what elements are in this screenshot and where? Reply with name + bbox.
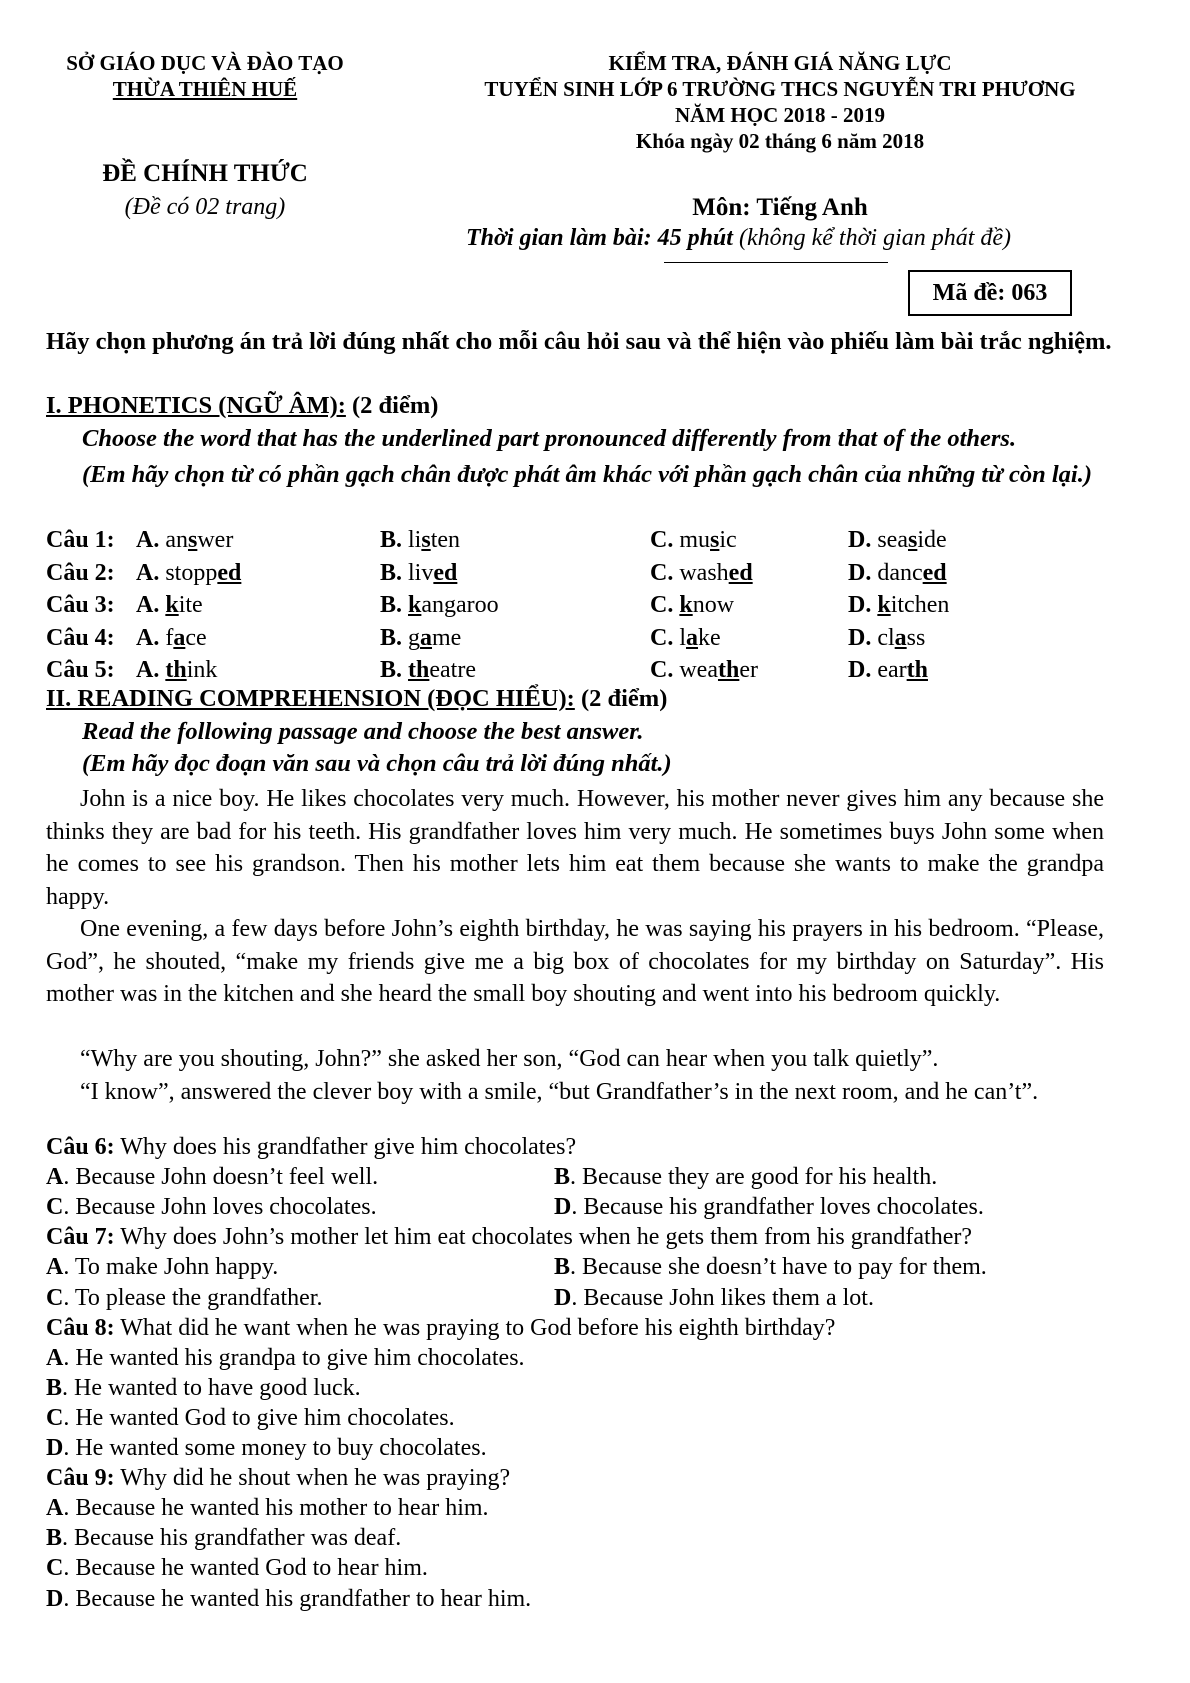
answer-option-b (554, 1164, 937, 1191)
option-letter: A. (136, 592, 160, 618)
word-part: angaroo (421, 592, 499, 618)
underlined-part: k (679, 592, 693, 618)
option-a (136, 557, 241, 589)
question-label: Câu 1: (46, 527, 115, 553)
underlined-part: ed (217, 559, 242, 586)
answer-option-b (46, 1525, 401, 1552)
option-letter: A. (136, 559, 160, 586)
option-text: . Because she doesn’t have to pay for them. (570, 1254, 987, 1281)
word-part: eatre (429, 657, 476, 683)
word-part: ide (917, 527, 947, 553)
word-part: g (408, 624, 421, 651)
underlined-part: k (408, 592, 422, 618)
option-letter: A (46, 1495, 64, 1522)
word-part: mu (679, 527, 711, 553)
section2-directive-en: Read the following passage and choose the best answer. (82, 718, 644, 745)
option-letter: B. (380, 624, 403, 651)
answer-option-c (46, 1285, 322, 1312)
question-label: Câu 8: (46, 1314, 115, 1341)
question-text: Why does John’s mother let him eat chocolates when he gets them from his grandfather? (120, 1224, 973, 1251)
option-letter: C. (650, 559, 674, 586)
underlined-part: ed (433, 559, 458, 586)
option-letter: A (46, 1164, 64, 1191)
option-text: . Because his grandfather loves chocolates. (571, 1194, 984, 1221)
option-letter: D. (848, 592, 872, 618)
option-text: . Because John doesn’t feel well. (63, 1164, 379, 1191)
option-b (380, 589, 499, 621)
option-letter: D. (848, 624, 872, 651)
question-label: Câu 7: (46, 1224, 115, 1251)
passage-paragraph-1 (46, 783, 1104, 913)
word-part: ear (877, 657, 907, 683)
option-d (848, 557, 947, 589)
option-text: . To make John happy. (63, 1254, 279, 1281)
question-label: Câu 6: (46, 1134, 115, 1160)
word-part: ss (906, 624, 926, 651)
option-letter: B. (380, 592, 403, 618)
option-text: . He wanted some money to buy chocolates. (63, 1435, 487, 1461)
option-letter: D (46, 1435, 64, 1461)
answer-option-d (554, 1285, 874, 1312)
word-part: wer (197, 527, 234, 553)
page-count-note: (Đề có 02 trang) (124, 194, 286, 220)
option-a (136, 589, 203, 621)
exam-subtitle: TUYỂN SINH LỚP 6 TRƯỜNG THCS NGUYỄN TRI PHƯƠNG (484, 77, 1076, 101)
section2-directive-vi: (Em hãy đọc đoạn văn sau và chọn câu trả lời đúng nhất.) (82, 750, 672, 777)
option-letter: C. (650, 624, 674, 651)
answer-option-c (46, 1194, 377, 1221)
underlined-part: s (710, 527, 720, 553)
option-letter: C (46, 1404, 64, 1431)
option-b (380, 524, 460, 556)
passage-paragraph-4-text: “I know”, answered the clever boy with a smile, “but Grandfather’s in the next room, and he can’t”. (80, 1079, 1039, 1105)
option-b (380, 622, 461, 654)
time-value: 45 phút (657, 225, 733, 251)
answer-option-b (46, 1375, 361, 1402)
underlined-part: th (717, 657, 740, 683)
question-label: Câu 3: (46, 592, 115, 618)
passage-paragraph-1-text: John is a nice boy. He likes chocolates very much. However, his mother never gives him any because she thinks they are bad for his teeth. His grandfather loves him very much. He sometimes buys John some when he comes to see his grandson. Then his mother lets him eat them because she wants to make the grandpa happy. (46, 786, 1104, 910)
option-letter: C. (650, 657, 674, 683)
option-c (650, 622, 721, 654)
option-letter: A (46, 1254, 64, 1281)
option-c (650, 589, 734, 621)
word-part: ink (186, 657, 218, 683)
underlined-part: ed (922, 559, 947, 586)
phonetics-row (46, 622, 1146, 654)
option-letter: A. (136, 624, 160, 651)
option-b (380, 557, 457, 589)
exam-date: Khóa ngày 02 tháng 6 năm 2018 (635, 129, 925, 153)
answer-option-a (46, 1254, 278, 1281)
option-text: . Because he wanted his mother to hear him. (63, 1495, 489, 1522)
time-label: Thời gian làm bài: (466, 225, 652, 251)
passage-paragraph-2 (46, 913, 1104, 1011)
option-text: . Because John loves chocolates. (63, 1194, 377, 1221)
underlined-part: th (165, 657, 187, 683)
question-8 (46, 1315, 835, 1342)
word-part: liv (408, 559, 434, 586)
option-text: . Because John likes them a lot. (571, 1284, 874, 1311)
option-d (848, 524, 947, 556)
word-part: ic (719, 527, 737, 553)
option-letter: A (46, 1344, 64, 1371)
option-letter: A. (136, 657, 160, 683)
answer-option-d (46, 1435, 487, 1462)
underlined-part: th (408, 657, 430, 683)
underlined-part: s (188, 527, 198, 553)
word-part: ke (698, 624, 721, 651)
province-name (40, 76, 370, 102)
option-text: . Because he wanted God to hear him. (63, 1555, 428, 1582)
phonetics-row (46, 654, 1146, 686)
word-part: now (692, 592, 735, 618)
option-text: . Because his grandfather was deaf. (62, 1525, 402, 1552)
word-part: ite (178, 592, 203, 618)
option-letter: B (554, 1254, 571, 1281)
exam-code-box: Mã đề: 063 (908, 270, 1072, 316)
underlined-part: a (173, 624, 186, 651)
option-letter: C (46, 1284, 64, 1311)
word-part: danc (877, 559, 923, 586)
underlined-part: ed (728, 559, 753, 586)
question-label: Câu 9: (46, 1465, 115, 1492)
option-letter: B (554, 1164, 571, 1191)
option-letter: D. (848, 559, 872, 586)
word-part: cl (877, 624, 895, 651)
word-part: stopp (165, 559, 218, 586)
answer-option-c (46, 1405, 455, 1432)
option-letter: B (46, 1525, 63, 1552)
answer-option-a (46, 1495, 489, 1522)
option-letter: C (46, 1194, 64, 1221)
option-letter: C. (650, 527, 674, 553)
answer-option-b (554, 1254, 987, 1281)
word-part: li (408, 527, 422, 553)
official-label: ĐỀ CHÍNH THỨC (102, 160, 308, 187)
exam-title: KIỂM TRA, ĐÁNH GIÁ NĂNG LỰC (608, 51, 952, 75)
passage-paragraph-3 (46, 1043, 1104, 1076)
question-label: Câu 2: (46, 559, 115, 586)
phonetics-row (46, 589, 1146, 621)
option-letter: C. (650, 592, 674, 618)
word-part: ten (430, 527, 461, 553)
phonetics-row (46, 557, 1146, 589)
word-part: ce (185, 624, 207, 651)
word-part: l (679, 624, 687, 651)
question-text: What did he want when he was praying to God before his eighth birthday? (120, 1314, 836, 1341)
option-letter: C (46, 1555, 64, 1582)
answer-option-d (554, 1194, 984, 1221)
section1-directive-vi: (Em hãy chọn từ có phần gạch chân được phát âm khác với phần gạch chân của những từ còn lại.) (82, 461, 1093, 488)
section1-directive-en: Choose the word that has the underlined part pronounced differently from that of the others. (82, 425, 1017, 452)
section1-points: (2 điểm) (352, 392, 439, 419)
passage-paragraph-3-text: “Why are you shouting, John?” she asked her son, “God can hear when you talk quietly”. (80, 1046, 939, 1072)
underlined-part: k (165, 592, 179, 618)
question-label: Câu 4: (46, 624, 115, 651)
province-name-text: THỪA THIÊN HUẾ (112, 77, 298, 101)
section2-title: II. READING COMPREHENSION (ĐỌC HIỂU): (46, 685, 575, 712)
option-a (136, 654, 217, 686)
option-c (650, 524, 737, 556)
department-name: SỞ GIÁO DỤC VÀ ĐÀO TẠO (66, 51, 344, 75)
subject-label: Môn: Tiếng Anh (692, 194, 868, 221)
word-part: me (432, 624, 462, 651)
question-text: Why did he shout when he was praying? (120, 1465, 511, 1492)
option-letter: D. (848, 657, 872, 683)
underlined-part: a (894, 624, 907, 651)
option-text: . Because they are good for his health. (570, 1164, 938, 1191)
option-letter: D. (848, 527, 872, 553)
word-part: itchen (890, 592, 950, 618)
section1-title: I. PHONETICS (NGỮ ÂM): (46, 392, 346, 419)
time-note: (không kể thời gian phát đề) (738, 225, 1012, 251)
word-part: f (165, 624, 174, 651)
option-a (136, 524, 233, 556)
option-text: . He wanted his grandpa to give him chocolates. (63, 1344, 525, 1371)
passage-paragraph-2-text: One evening, a few days before John’s eighth birthday, he was saying his prayers in his bedroom. “Please, God”, he shouted, “make my friends give me a big box of chocolates for my birthday on Saturday”. His mother was in the kitchen and she heard the small boy shouting and went into his bedroom quickly. (46, 916, 1104, 1007)
answer-option-a (46, 1345, 525, 1372)
question-text: Why does his grandfather give him chocolates? (120, 1134, 577, 1160)
word-part: sea (877, 527, 908, 553)
answer-option-d (46, 1586, 531, 1613)
underlined-part: k (877, 592, 891, 618)
option-letter: B. (380, 527, 403, 553)
option-text: . He wanted to have good luck. (62, 1374, 361, 1401)
option-letter: D (554, 1194, 572, 1221)
question-label: Câu 5: (46, 657, 115, 683)
word-part: wea (679, 657, 718, 683)
header-divider (664, 262, 888, 263)
school-year: NĂM HỌC 2018 - 2019 (675, 103, 885, 127)
section2-heading (46, 685, 667, 713)
phonetics-row (46, 524, 1146, 556)
option-letter: A. (136, 527, 160, 553)
option-d (848, 622, 925, 654)
option-c (650, 557, 753, 589)
answer-option-a (46, 1164, 378, 1191)
question-9 (46, 1465, 510, 1492)
option-letter: B (46, 1374, 63, 1401)
option-c (650, 654, 758, 686)
question-7 (46, 1224, 972, 1251)
underlined-part: th (906, 657, 928, 683)
word-part: an (165, 527, 188, 553)
answer-option-c (46, 1555, 428, 1582)
option-text: . To please the grandfather. (63, 1284, 323, 1311)
underlined-part: a (420, 624, 433, 651)
option-a (136, 622, 207, 654)
option-text: . He wanted God to give him chocolates. (63, 1404, 455, 1431)
word-part: er (739, 657, 758, 683)
time-line (466, 225, 1011, 252)
section2-points: (2 điểm) (580, 685, 668, 712)
general-instruction: Hãy chọn phương án trả lời đúng nhất cho mỗi câu hỏi sau và thể hiện vào phiếu làm bài trắc nghiệm. (46, 328, 1112, 355)
option-d (848, 589, 949, 621)
option-b (380, 654, 476, 686)
underlined-part: s (908, 527, 918, 553)
option-d (848, 654, 928, 686)
underlined-part: a (686, 624, 699, 651)
section1-heading (46, 392, 438, 420)
passage-paragraph-4 (46, 1076, 1104, 1109)
option-letter: B. (380, 657, 403, 683)
option-text: . Because he wanted his grandfather to hear him. (63, 1585, 532, 1612)
question-6 (46, 1134, 576, 1161)
option-letter: D (46, 1585, 64, 1612)
word-part: wash (679, 559, 729, 586)
underlined-part: s (421, 527, 431, 553)
option-letter: B. (380, 559, 403, 586)
option-letter: D (554, 1284, 572, 1311)
